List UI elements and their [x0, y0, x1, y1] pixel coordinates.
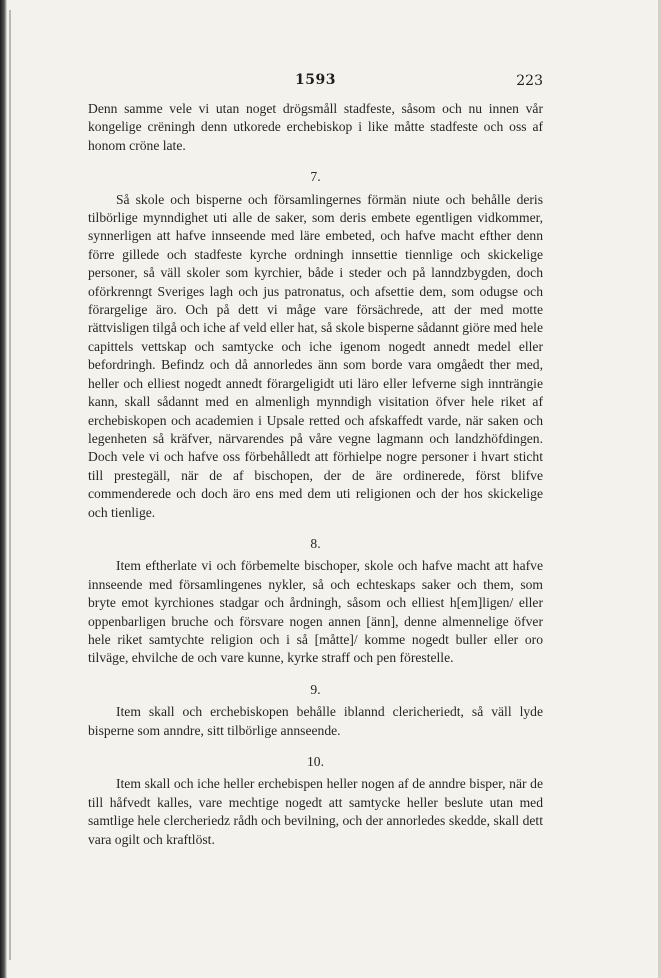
page-number: 223 [516, 73, 543, 89]
page-binding-shadow [0, 0, 7, 978]
section-number-10: 10. [307, 754, 324, 769]
running-header [88, 72, 543, 92]
paragraph-section-9: Item skall och erchebiskopen behålle iblannd clericheriedt, så väll lyde bisperne som anndre, sitt tilbörlige annseende. [88, 704, 543, 738]
header-year: 1593 [295, 72, 336, 88]
section-number-8: 8. [310, 535, 321, 551]
paragraph-section-7: Så skole och bisperne och församlingernes förmän niute och behålle deris tilbörlige mynndighet uti alle de saker, som deris embete egentligen vidkommer, synnerligen att hafve innseende med läre embeted, och hafve macht efther denn förre gillede och stadfeste kyrche ordningh innsettie tiennlige och skickelige personer, så väll skoler som kyrchier, både i steder och på lanndzbygden, doch oförkrenngt Sveriges lagh och jus patronatus, och afsettie dem, som odugse och förargelige äro. Och på dett vi måge vare försächrede, att der med motte rättvisligen tilgå och iche af veld eller hat, så skole bisperne sådannt giöre med hele capittels vettskap och samtycke och iche igenom nogedt annedt medel eller befordringh. Befindz och då annorledes änn som borde vara omgåedt ther med, heller och elliest nogedt annedt förargeligidt uti läro eller lefverne sigh innträngie kann, skall sådannt med en almenligh mynndigh visitation öfver hele riket af erchebiskopen och academien i Upsale retted och afskaffedt varde, när saken och legenheten så kräfver, närvarendes på våre vegne lagmann och landzhöfdingen. Doch vele vi och hafve oss förbehålledt att förhielpe nogre personer i hvart sticht till prestegäll, när de af bischopen, der de äre ordinerede, först blifve commenderede och doch äro ens med dem uti religionen och der hos skickelige och tienlige. [88, 191, 543, 520]
paragraph-section-10: Item skall och iche heller erchebispen heller nogen af de anndre bisper, när de till håfvedt kalles, vare mechtige nogedt att samtycke heller beslute utan med samtlige hele clercheriedz rådh och bevilning, och der annorledes skedde, skall dett vara ogilt och kraftlöst. [88, 776, 543, 847]
section-number-9: 9. [310, 681, 321, 697]
paragraph-intro: Denn samme vele vi utan noget drögsmåll stadfeste, såsom och nu innen vår kongelige crëningh denn utkorede erchebiskop i like måtte stadfeste och oss af honom cröne late. [88, 101, 543, 153]
page-body [88, 100, 543, 849]
section-number-7: 7. [310, 169, 321, 185]
page-binding-line [9, 10, 11, 960]
paragraph-section-8: Item eftherlate vi och förbemelte bischoper, skole och hafve macht att hafve innseende med församlingenes nykler, så och echteskaps saker och them, som bryte emot kyrchiones stadgar och årdningh, såsom och elliest h[em]ligen/ eller oppenbarligen bruche och försvare nogen annen [änn], denne almennelige öfver hele riket samtychte religion och i så [måtte]/ komme nogedt buller eller oro tilväge, ehvilche de och vare kunne, kyrke straff och pen förestelle. [88, 558, 543, 666]
